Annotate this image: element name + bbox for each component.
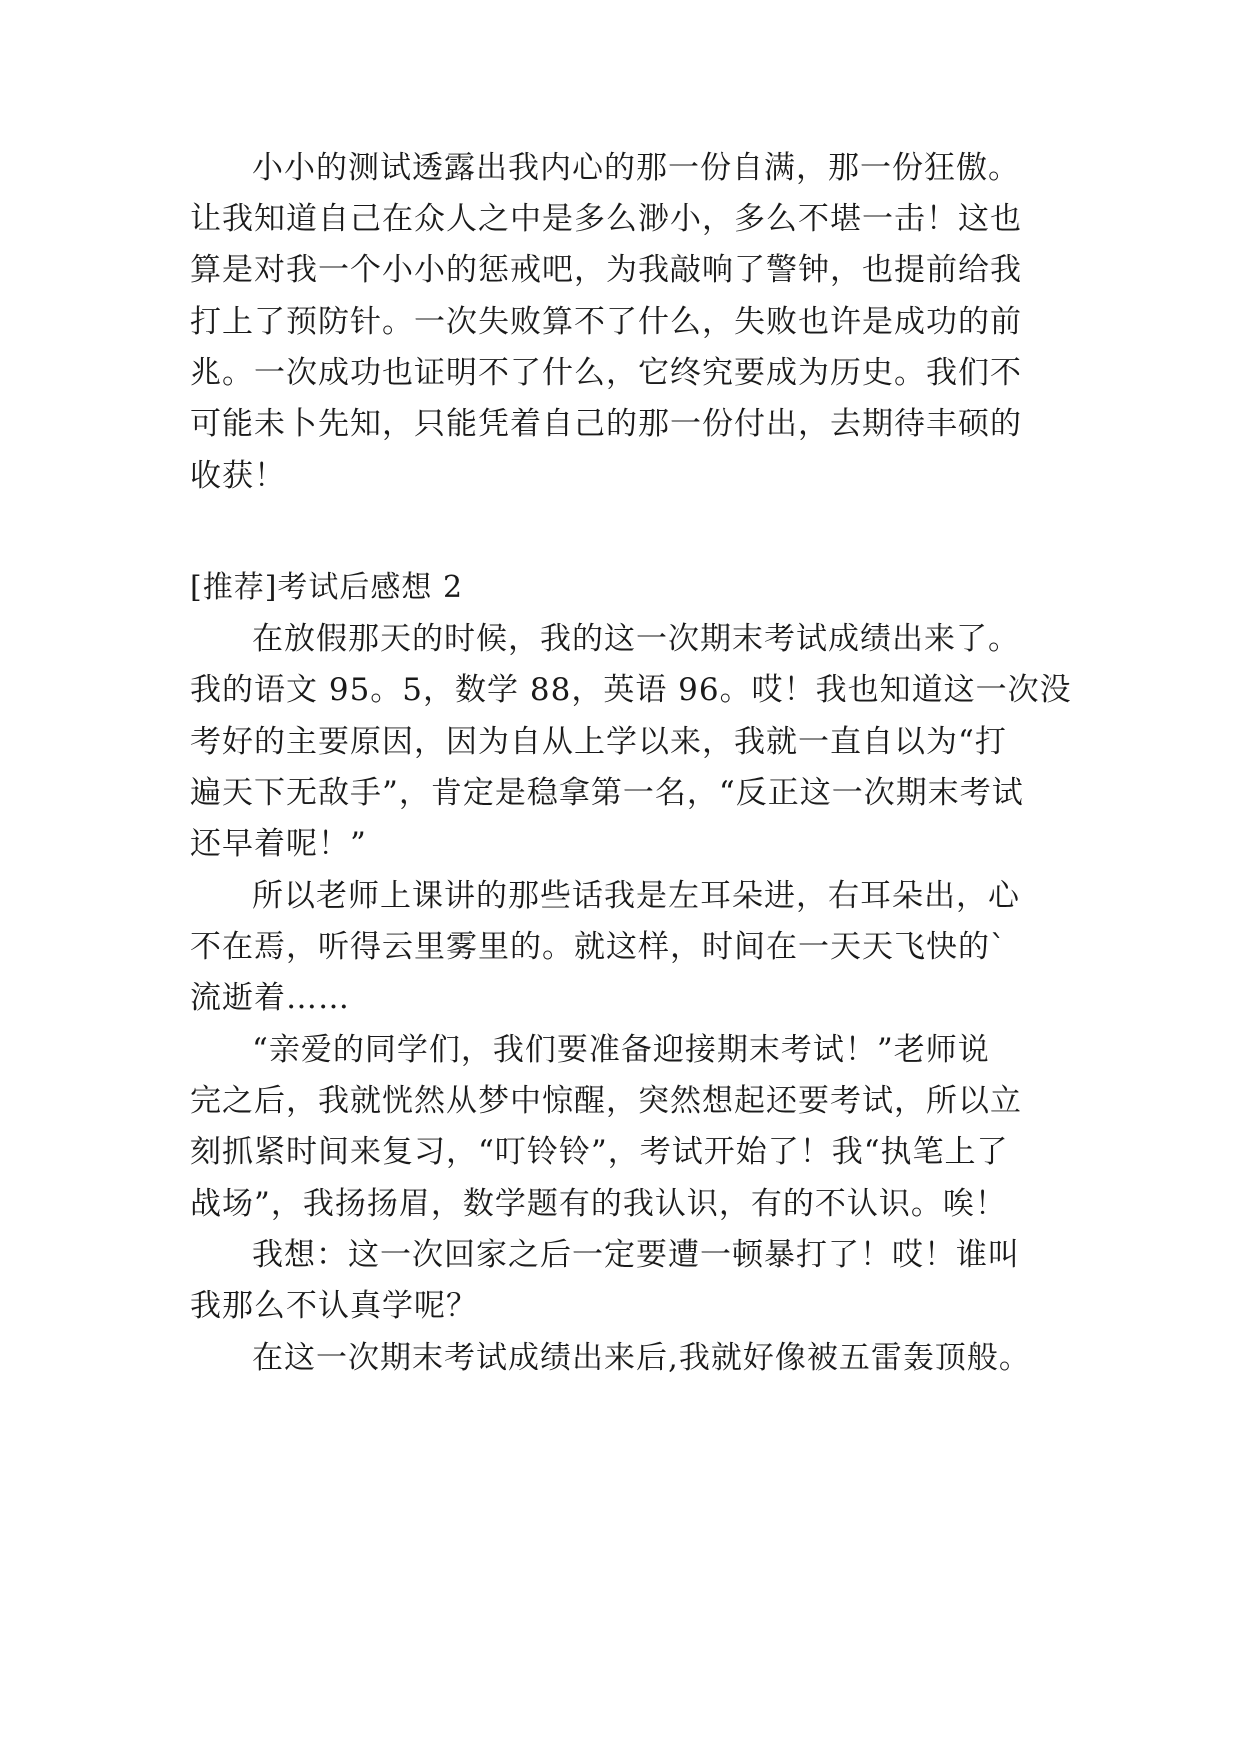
paragraph-line: 不在焉，听得云里雾里的。就这样，时间在一天天飞快的` [190, 929, 1007, 965]
paragraph-line: 完之后，我就恍然从梦中惊醒，突然想起还要考试，所以立 [190, 1083, 1022, 1119]
paragraph-line: 让我知道自己在众人之中是多么渺小，多么不堪一击！这也 [190, 201, 1022, 237]
section-heading: [推荐]考试后感想 2 [190, 570, 464, 605]
paragraph-line: 收获！ [190, 458, 286, 494]
paragraph-line: 在放假那天的时候，我的这一次期末考试成绩出来了。 [252, 621, 1020, 657]
paragraph-line: “亲爱的同学们，我们要准备迎接期末考试！”老师说 [252, 1032, 990, 1068]
paragraph-line: 还早着呢！” [190, 826, 367, 862]
paragraph-line: 我那么不认真学呢？ [190, 1288, 478, 1324]
paragraph-line: 考好的主要原因，因为自从上学以来，我就一直自以为“打 [190, 724, 1007, 760]
paragraph-line: 我的语文 95。5，数学 88，英语 96。哎！我也知道这一次没 [190, 672, 1072, 708]
paragraph-line: 流逝着…… [190, 980, 350, 1016]
paragraph-line: 我想：这一次回家之后一定要遭一顿暴打了！哎！谁叫 [252, 1237, 1020, 1273]
paragraph-line: 在这一次期末考试成绩出来后,我就好像被五雷轰顶般。 [252, 1340, 1031, 1376]
paragraph-line: 打上了预防针。一次失败算不了什么，失败也许是成功的前 [190, 304, 1022, 340]
paragraph-line: 可能未卜先知，只能凭着自己的那一份付出，去期待丰硕的 [190, 406, 1022, 442]
paragraph-line: 兆。一次成功也证明不了什么，它终究要成为历史。我们不 [190, 355, 1022, 391]
paragraph-line: 战场”，我扬扬眉，数学题有的我认识，有的不认识。唉！ [190, 1186, 1007, 1222]
paragraph-line: 小小的测试透露出我内心的那一份自满，那一份狂傲。 [252, 150, 1020, 186]
paragraph-line: 刻抓紧时间来复习，“叮铃铃”，考试开始了！我“执笔上了 [190, 1134, 1009, 1170]
paragraph-line: 算是对我一个小小的惩戒吧，为我敲响了警钟，也提前给我 [190, 252, 1022, 288]
paragraph-line: 遍天下无敌手”，肯定是稳拿第一名，“反正这一次期末考试 [190, 775, 1024, 811]
paragraph-line: 所以老师上课讲的那些话我是左耳朵进，右耳朵出，心 [252, 878, 1020, 914]
